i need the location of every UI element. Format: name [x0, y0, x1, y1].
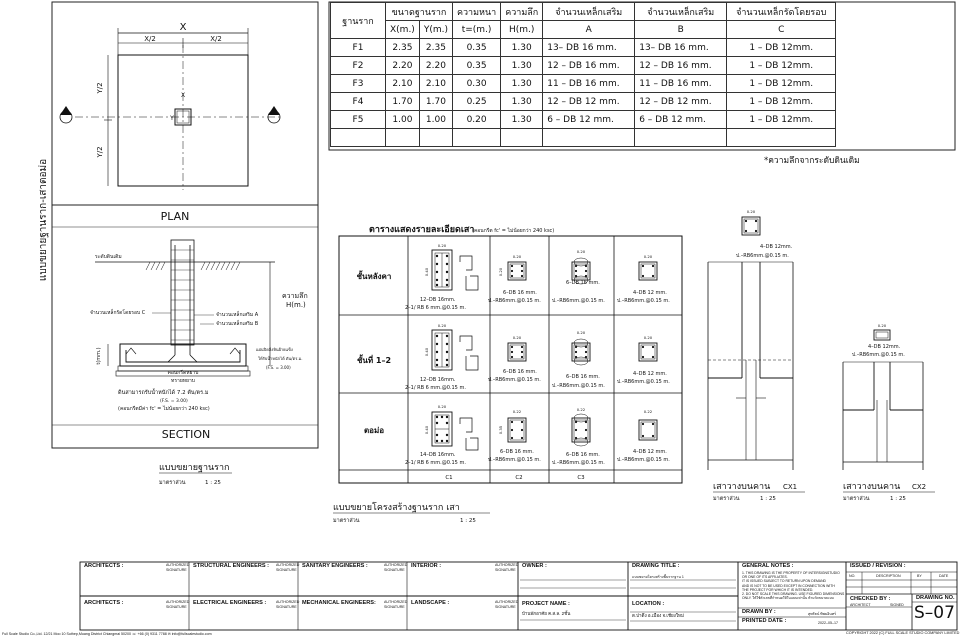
sheet-number: S–07 [914, 603, 955, 623]
c3-tie-stub: ป.–RB6mm.@0.15 m. [552, 460, 605, 466]
row-label-stub: ตอม่อ [363, 426, 385, 435]
c1-tie-roof: 2–1/ RB 6 mm.@0.15 m. [405, 305, 466, 311]
svg-text:0.20: 0.20 [498, 267, 503, 277]
project-name-label: PROJECT NAME : [522, 601, 570, 607]
svg-text:0.20: 0.20 [643, 335, 653, 340]
svg-text:0.22: 0.22 [512, 409, 522, 414]
col-section-c2-roof [508, 262, 526, 280]
table-header-size: ขนาดฐานราก [386, 3, 453, 21]
sand-layer: ทรายหยาบ [171, 378, 195, 384]
svg-text:0.20: 0.20 [643, 254, 653, 259]
c1-tie-floor: 2–1/ RB 6 mm.@0.15 m. [405, 385, 466, 391]
table-header-depth: ความลึก [501, 3, 543, 21]
drawing-title-label: DRAWING TITLE : [632, 563, 680, 569]
table-header-stirrup: จำนวนเหล็กรัดโดยรอบ [727, 3, 836, 21]
architects2-label: ARCHITECTS : [84, 600, 124, 606]
cx2-scale: 1 : 25 [890, 496, 906, 502]
interior-label: INTERIOR : [411, 563, 442, 569]
c3-tie-floor: ป.–RB6mm.@0.15 m. [552, 383, 605, 389]
c2-tie-floor: ป.–RB6mm.@0.15 m. [488, 377, 541, 383]
c4-tie-stub: ป.–RB6mm.@0.15 m. [617, 457, 670, 463]
table-row: F2 2.20 2.20 0.35 1.30 12 – DB 16 mm. 12 – DB 16 mm. 1 – DB 12mm. [331, 57, 836, 75]
svg-text:0.20: 0.20 [746, 209, 756, 214]
bearing-fs: (F.S. = 3.00) [160, 399, 188, 404]
electrical-label: ELECTRICAL ENGINEERS : [193, 600, 267, 606]
t-label: t(mm.) [96, 347, 102, 365]
table-row: F1 2.35 2.35 0.35 1.30 13– DB 16 mm. 13– DB 16 mm. 1 – DB 12mm. [331, 39, 836, 57]
printed-date-label: PRINTED DATE : [742, 618, 787, 624]
plan-label: PLAN [160, 210, 190, 223]
c4-main-floor: 4–DB 12 mm. [633, 371, 667, 377]
drawn-by-value: สุพรัตน์ ทิพยอินทร์ [808, 612, 837, 616]
structure-title: แบบขยายโครงสร้างฐานราก เสา [333, 503, 460, 513]
column-table [339, 224, 682, 483]
row-label-roof: ชั้นหลังคา [356, 272, 392, 281]
svg-text:0.22: 0.22 [576, 407, 586, 412]
plan-view [60, 22, 280, 223]
cx1-title: เสาวางบนคาน [713, 482, 771, 492]
cx2-title: เสาวางบนคาน [843, 482, 901, 492]
c3-main-floor: 6–DB 16 mm. [566, 374, 600, 380]
c1-main-stub: 14–DB 16mm. [420, 452, 456, 458]
structural-label: STRUCTURAL ENGINEERS : [193, 563, 270, 569]
footing-scale: 1 : 25 [205, 480, 221, 486]
section-column [171, 240, 194, 345]
plan-half-right: X/2 [210, 35, 222, 43]
c2-tie-stub: ป.–RB6mm.@0.15 m. [488, 457, 541, 463]
table-row: F4 1.70 1.70 0.25 1.30 12 – DB 12 mm. 12 – DB 12 mm. 1 – DB 12mm. [331, 93, 836, 111]
note-right-2: ให้รับน้ำหนักได้ ตัน/ตร.ม. [258, 356, 303, 361]
general-notes: 1. THIS DRAWING IS THE PROPERTY OF INTERSIGNSTUDIO OR ONE OF ITS AFFILIATES. IT IS ISSUED SUBJECT TO RETURN UPON DEMAND AND IS NOT TO BE USED EXCEPT IN CONNECTION WITH THE PROJECT FOR WHICH IT IS INTENDED. 2. DO NOT SCALE THIS DRAWING. USE FIGURED DIMENSIONS ONLY. ให้ใช้ตัวเลขที่กำหนดให้ในแบบเท่านั้น ห้ามวัดขนาดแบบ [742, 571, 845, 601]
col-label-c1: C1 [445, 475, 453, 481]
svg-text:0.35: 0.35 [498, 425, 503, 435]
plan-dim-y-bottom: Y/2 [96, 146, 104, 158]
cx2-scale-label: มาตราส่วน [843, 496, 870, 502]
checked-by-label: CHECKED BY : [850, 596, 891, 602]
c4-main-stub: 4–DB 12 mm. [633, 449, 667, 455]
cx1-scale-label: มาตราส่วน [713, 496, 740, 502]
svg-text:0.20: 0.20 [512, 335, 522, 340]
drawn-by-label: DRAWN BY : [742, 609, 776, 615]
auth-signature: AUTHORIZED SIGNATURE [166, 563, 190, 572]
footing-scale-label: มาตราส่วน [159, 480, 186, 486]
column-table-title: ตารางแสดงรายละเอียดเสา [369, 225, 475, 235]
drawing-title-value: แบบขยายโครงสร้างพื้นรากฐาน 1 [632, 575, 684, 579]
svg-text:0.20: 0.20 [437, 243, 447, 248]
owner-label: OWNER : [522, 563, 547, 569]
cx1-scale: 1 : 25 [760, 496, 776, 502]
col-section-c4-roof [639, 262, 657, 280]
stirrup-label: จำนวนเหล็กรัดโดยรอบ C [90, 310, 146, 316]
architects-label: ARCHITECTS : [84, 563, 124, 569]
project-name-value: บ้านพักอาศัย ค.ส.ล. 2ชั้น [522, 611, 571, 616]
table-header-footing: ฐานราก [331, 3, 386, 39]
ground-label: ระดับดินเดิม [95, 254, 122, 260]
printed-date-value: 2022–05–17 [818, 621, 838, 625]
table-header-thickness: ความหนา [452, 3, 500, 21]
svg-text:0.22: 0.22 [643, 409, 653, 414]
cx1-detail [708, 209, 805, 502]
section-footing [120, 344, 246, 366]
plan-dim-x: X [179, 22, 187, 33]
concrete-note: (คอนกรีตมีค่า fc' = ไม่น้อยกว่า 240 ksc) [118, 406, 210, 412]
c1-tie-stub: 2–1/ RB 6 mm.@0.15 m. [405, 460, 466, 466]
bar-a-label: จำนวนเหล็กเสริม A [216, 312, 259, 318]
plan-axis-x: X [180, 92, 186, 99]
cx1-main: 4–DB 12mm. [760, 244, 793, 250]
table-row: F3 2.10 2.10 0.30 1.30 11 – DB 16 mm. 11 – DB 16 mm. 1 – DB 12mm. [331, 75, 836, 93]
table-row: F5 1.00 1.00 0.20 1.30 6 – DB 12 mm. 6 – DB 12 mm. 1 – DB 12mm. [331, 111, 836, 129]
structure-scale: 1 : 25 [460, 518, 476, 524]
copyright: COPYRIGHT 2022 (C) FULL SCALE STUDIO COMPANY LIMITED [846, 631, 960, 635]
col-label-c2: C2 [515, 475, 523, 481]
svg-text:0.20: 0.20 [512, 254, 522, 259]
depth-label-2: H(m.) [286, 301, 306, 309]
svg-text:0.20: 0.20 [437, 323, 447, 328]
general-notes-label: GENERAL NOTES : [742, 563, 794, 569]
c4-main-roof: 4–DB 12 mm. [633, 290, 667, 296]
cx1-code: CX1 [783, 483, 798, 491]
row-label-floor: ชั้นที่ 1–2 [356, 356, 392, 365]
cx2-code: CX2 [912, 483, 927, 491]
c3-tie-roof: ป.–RB6mm.@0.15 m. [552, 298, 605, 304]
depth-label-1: ความลึก [282, 292, 308, 300]
note-right-3: (F.S. = 3.00) [266, 365, 291, 370]
drawing-no-label: DRAWING NO. [916, 595, 955, 601]
structure-scale-label: มาตราส่วน [333, 518, 360, 524]
footing-table: ฐานราก ขนาดฐานราก ความหนา ความลึก จำนวนเหล็กเสริม จำนวนเหล็กเสริม จำนวนเหล็กรัดโดยรอบ X(m.) Y(m.) t=(m.) H(m.) A B C F1 2.35 2.35 0.35 1.30 13– DB 16 mm. 13– DB 16 mm. 1 – DB 12mm. F2 2.20 2.20 0.35 1.30 12 – DB 16 mm. 12 – DB 16 mm. 1 – DB 12mm. F3 2.10 2.10 0.30 1.30 11 – DB 16 mm. 11 – DB 16 mm. 1 – DB 12mm. F4 1.70 1.70 0.25 1.30 12 – DB 12 mm. 12 – DB 12 mm. 1 – DB 12mm. F5 1.00 1.00 0.20 1.30 6 – DB 12 mm. 6 – DB 12 mm. 1 – DB 12mm. [330, 2, 836, 147]
location-label: LOCATION : [632, 601, 665, 607]
cx2-main: 4–DB 12mm. [868, 344, 901, 350]
c1-main-roof: 12–DB 16mm. [420, 297, 456, 303]
section-label: SECTION [161, 428, 211, 441]
plan-dim-y-top: Y/2 [96, 82, 104, 94]
svg-text:0.40: 0.40 [424, 425, 429, 435]
c4-tie-roof: ป.–RB6mm.@0.15 m. [617, 298, 670, 304]
table-header-bar-b: จำนวนเหล็กเสริม [635, 3, 727, 21]
section-view [90, 240, 308, 441]
sanitary-label: SANITARY ENGINEERS : [302, 563, 368, 569]
table-header-bar-a: จำนวนเหล็กเสริม [543, 3, 635, 21]
svg-text:0.20: 0.20 [576, 330, 586, 335]
issued-label: ISSUED / REVISION : [850, 563, 906, 569]
svg-text:0.20: 0.20 [437, 404, 447, 409]
col-section-c3-roof [572, 262, 590, 280]
bearing-note: ดินสามารถรับน้ำหนักได้ 7.2 ตัน/ตร.ม [118, 390, 209, 396]
svg-text:0.40: 0.40 [424, 347, 429, 357]
c2-main-floor: 6–DB 16 mm. [503, 369, 537, 375]
c3-main-roof: 6–DB 16 mm. [566, 280, 600, 286]
plan-axis-y: Y [170, 115, 174, 122]
mechanical-label: MECHANICAL ENGINEERS: [302, 600, 376, 606]
cx2-detail [843, 323, 935, 502]
company-footer: Full Scale Studio Co.,Ltd. 12/21 Moo 10 Suthep,Muang District Chiangmai 50200 ☏ +66 (0) 9311 7788 ✉ info@fullscalestudio.com [2, 632, 212, 636]
bar-b-label: จำนวนเหล็กเสริม B [216, 321, 259, 327]
lean-concrete: คอนกรีตหยาบ [167, 370, 199, 376]
c1-main-floor: 12–DB 16mm. [420, 377, 456, 383]
table-note: *ความลึกจากระดับดินเดิม [764, 156, 860, 166]
svg-text:0.20: 0.20 [576, 249, 586, 254]
location-value: ต.ป่าตึง อ.เมือง จ.เชียงใหม่ [632, 613, 684, 618]
landscape-label: LANDSCAPE : [411, 600, 450, 606]
col-label-c3: C3 [577, 475, 585, 481]
side-title: แบบขยายฐานราก-เสาตอม่อ [38, 158, 49, 282]
c2-main-stub: 6–DB 16 mm. [500, 449, 534, 455]
note-right-1: แผ่นปิดลิ่งหินฝ้ายแข็ง [256, 347, 293, 352]
c2-main-roof: 6–DB 16 mm. [503, 290, 537, 296]
c3-main-stub: 6–DB 16 mm. [566, 452, 600, 458]
column-table-subtitle: (คอนกรีต fc' = ไม่น้อยกว่า 240 ksc) [472, 228, 555, 234]
c4-tie-floor: ป.–RB6mm.@0.15 m. [617, 379, 670, 385]
c2-tie-roof: ป.–RB6mm.@0.15 m. [488, 298, 541, 304]
plan-half-left: X/2 [144, 35, 156, 43]
svg-text:0.40: 0.40 [424, 267, 429, 277]
cx2-tie: ป.–RB6mm.@0.15 m. [852, 352, 905, 358]
svg-text:0.20: 0.20 [877, 323, 887, 328]
cx1-tie: ป.–RB6mm.@0.15 m. [736, 253, 789, 259]
footing-title: แบบขยายฐานราก [159, 463, 230, 473]
